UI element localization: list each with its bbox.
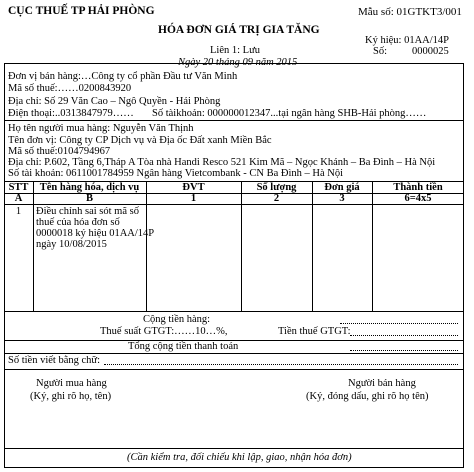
seller-signature-title: Người bán hàng — [348, 378, 416, 389]
col-header-amount: Thành tiền — [393, 182, 443, 193]
buyer-tax-code: Mã số thuế:0104794967 — [8, 146, 111, 157]
invoice-copy: Liên 1: Lưu — [210, 45, 261, 56]
buyer-account: Số tài khoản: 0611001784959 Ngân hàng Vietcombank - CN Ba Đình – Hà Nội — [8, 168, 344, 179]
invoice-symbol: Ký hiệu: 01AA/14P — [365, 35, 449, 46]
row-description-line: thuế của hóa đơn số — [36, 217, 120, 228]
vat-amount-line — [350, 335, 458, 336]
seller-phone: Điện thoại:..0313847979…… — [8, 108, 134, 119]
seller-name: Đơn vị bán hàng:…Công ty cổ phần Đầu tư Văn Minh — [8, 71, 238, 82]
col-header-price: Đơn giá — [324, 182, 360, 193]
col-header-stt: STT — [8, 182, 29, 193]
subtotal-label: Cộng tiền hàng: — [143, 314, 211, 325]
signature-divider — [4, 369, 464, 370]
buyer-signature-note: (Ký, ghi rõ họ, tên) — [30, 391, 112, 402]
invoice-date: Ngày 20 tháng 09 năm 2015 — [178, 57, 298, 68]
grand-total-line — [350, 350, 458, 351]
invoice-title: HÓA ĐƠN GIÁ TRỊ GIA TĂNG — [158, 24, 320, 36]
grand-total-label: Tổng cộng tiền thanh toán — [128, 341, 239, 352]
col-header-quantity: Số lượng — [256, 182, 297, 193]
footer-note: (Cần kiểm tra, đối chiếu khi lập, giao, nhận hóa đơn) — [127, 452, 352, 463]
col-header-goods: Tên hàng hóa, dịch vụ — [39, 182, 140, 193]
col-code: 1 — [190, 193, 197, 204]
row-description-line: 0000018 ký hiệu 01AA/14P — [36, 228, 155, 239]
subtotal-value-line — [340, 323, 458, 324]
amount-in-words-line — [104, 364, 458, 365]
col-code: 3 — [339, 193, 345, 204]
seller-account: Số tàikhoản: 000000012347...tại ngân hàng SHB-Hải phòng…… — [152, 108, 427, 119]
col-header-unit: ĐVT — [182, 182, 205, 193]
col-code: A — [14, 193, 23, 204]
vat-rate: Thuế suất GTGT:……10…%, — [100, 326, 228, 337]
row-description-line: Điều chỉnh sai sót mã số — [36, 206, 139, 217]
buyer-signature-title: Người mua hàng — [36, 378, 107, 389]
buyer-unit: Tên đơn vị: Công ty CP Dịch vụ và Địa ốc Đất xanh Miền Bắc — [8, 135, 272, 146]
seller-tax-code: Mã số thuế:……0200843920 — [8, 83, 132, 94]
row-description-line: ngày 10/08/2015 — [36, 239, 107, 250]
table-bottom-line — [4, 311, 464, 312]
row-stt: 1 — [15, 206, 22, 217]
col-code: 2 — [273, 193, 280, 204]
vat-amount-label: Tiền thuế GTGT: — [278, 326, 351, 337]
tax-agency: CỤC THUẾ TP HẢI PHÒNG — [8, 5, 155, 17]
amount-in-words-label: Số tiền viết bằng chữ: — [8, 355, 101, 366]
seller-divider — [4, 120, 464, 121]
total-divider — [4, 353, 464, 354]
col-code: 6=4x5 — [404, 193, 432, 204]
seller-address: Địa chỉ: Số 29 Văn Cao – Ngô Quyền - Hải Phòng — [8, 96, 221, 107]
buyer-address: Địa chỉ: P.602, Tầng 6,Tháp A Tòa nhà Handi Resco 521 Kim Mã – Ngọc Khánh – Ba Đình – Hà Nội — [8, 157, 436, 168]
invoice-number-label: Số: — [373, 46, 388, 57]
col-code: B — [85, 193, 93, 204]
form-code: Mẫu số: 01GTKT3/001 — [358, 6, 462, 18]
seller-signature-note: (Ký, đóng dấu, ghi rõ họ tên) — [306, 391, 429, 402]
invoice-number: 0000025 — [412, 46, 449, 57]
footer-divider — [4, 448, 464, 449]
buyer-person: Họ tên người mua hàng: Nguyễn Văn Thịnh — [8, 123, 194, 134]
